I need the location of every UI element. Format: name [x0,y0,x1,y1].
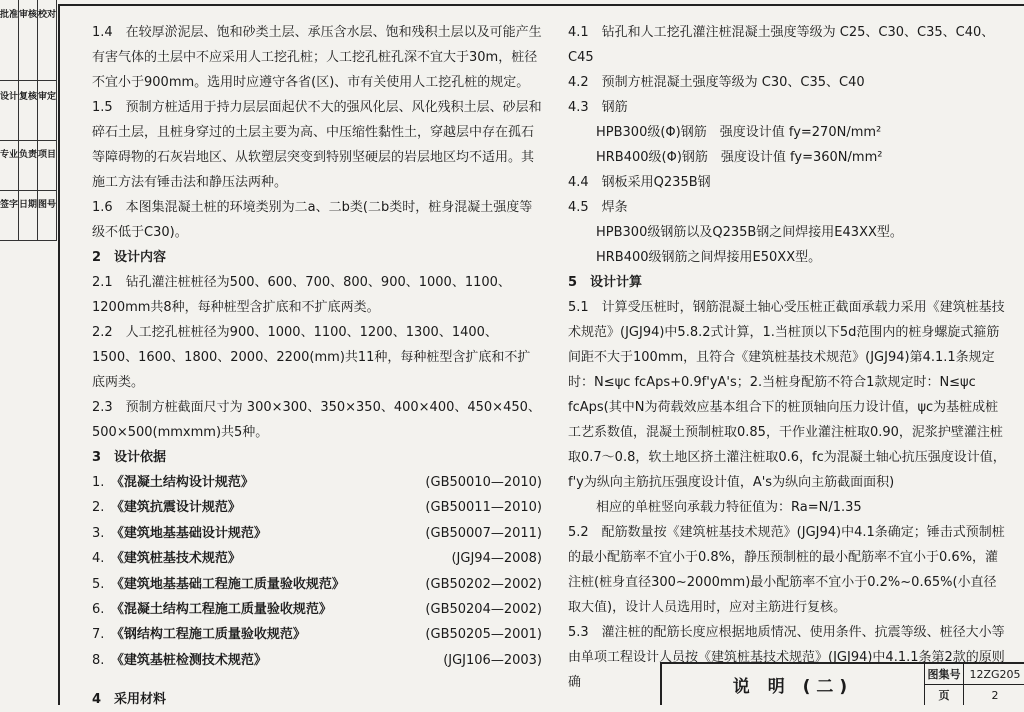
electrode-e43: HPB300级钢筋以及Q235B钢之间焊接用E43XX型。 [596,225,903,240]
ref-code: (JGJ106—2003) [443,652,542,668]
section-4-heading: 4 采用材料 [92,692,167,708]
sidebar-cell: 设计 [0,92,19,102]
reference-item [92,622,542,647]
sidebar-cell: 图号 [38,200,57,210]
ref-number: 3. [92,525,105,541]
sidebar-divider [0,140,56,141]
title-block [660,662,1024,705]
drawing-title: 说 明 (二) [662,664,925,705]
sidebar-cell: 负责 [19,150,38,160]
sidebar-cell: 签字 [0,200,19,210]
ref-code: (JGJ94—2008) [451,551,542,567]
ref-title: 《钢结构工程施工质量验收规范》 [117,627,306,643]
ref-number: 6. [92,602,105,618]
ref-number: 5. [92,576,105,592]
ref-code: (GB50010—2010) [425,475,542,490]
sidebar-cell: 日期 [19,200,38,210]
clause-4-1: 4.1 钻孔和人工挖孔灌注桩混凝土强度等级为 C25、C30、C35、C40、C45 [568,25,995,65]
sidebar-cell: 校对 [38,10,57,20]
ref-code: (GB50007—2011) [425,525,542,541]
clause-5-3: 5.3 灌注桩的配筋长度应根据地质情况、使用条件、抗震等级、桩径大小等由单项工程设计人员按《建筑桩基技术规范》(JGJ94)中4.1.1条第2款的原则确 [568,625,1005,690]
ref-number: 7. [92,627,105,643]
clause-1-5: 1.5 预制方桩适用于持力层层面起伏不大的强风化层、风化残积土层、砂层和碎石土层，且桩身穿过的土层主要为高、中压缩性黏性土，穿越层中存在孤石等障碍物的石灰岩地区、从软塑层突变到特别坚硬层的岩层地区均不适用。其施工方法有锤击法和静压法两种。 [92,100,542,190]
ref-code: (GB50204—2002) [425,602,542,618]
ref-title: 《建筑地基基础设计规范》 [117,525,267,541]
reference-item [92,495,542,520]
reference-item [92,648,542,673]
clause-5-2: 5.2 配筋数量按《建筑桩基技术规范》(JGJ94)中4.1条确定；锤击式预制桩的最小配筋率不宜小于0.8%，静压预制桩的最小配筋率不宜小于0.6%，灌注桩(桩身直径300~2000mm)最小配筋率不宜小于0.2%~0.65%(小直径取大值)，设计人员选用时，应对主筋进行复核。 [568,525,1005,615]
clause-2-3: 2.3 预制方桩截面尺寸为 300×300、350×350、400×400、450×450、500×500(mmxmm)共5种。 [92,400,541,440]
ref-code: (GB50205—2001) [425,627,542,643]
sidebar-cell: 项目 [38,150,57,160]
page-number: 2 [991,688,999,702]
reference-list [92,470,542,673]
ref-title: 《混凝土结构设计规范》 [117,475,254,490]
clause-4-5: 4.5 焊条 [568,200,628,215]
sidebar-cell: 审定 [38,92,57,102]
ref-title: 《建筑桩基技术规范》 [117,551,241,567]
reference-item [92,521,542,546]
ref-title: 《建筑抗震设计规范》 [117,500,241,516]
clause-4-3: 4.3 钢筋 [568,100,628,115]
sidebar-cell: 批准 [0,10,19,20]
rebar-hrb400: HRB400级(Φ)钢筋 强度设计值 fy=360N/mm² [596,150,883,165]
ref-code: (GB50011—2010) [425,500,542,516]
reference-item [92,546,542,571]
section-2-heading: 2 设计内容 [92,250,167,265]
ref-title: 《混凝土结构工程施工质量验收规范》 [117,602,332,618]
ref-title: 《建筑地基基础工程施工质量验收规范》 [117,576,345,592]
reference-item [92,572,542,597]
right-column [568,20,1008,695]
ref-title: 《建筑基桩检测技术规范》 [117,652,267,668]
ref-code: (GB50202—2002) [425,576,542,592]
sidebar-cell: 审核 [19,10,38,20]
clause-1-4: 1.4 在较厚淤泥层、饱和砂类土层、承压含水层、饱和残积土层以及可能产生有害气体的土层中不应采用人工挖孔桩；人工挖孔桩孔深不宜大于30m，桩径不宜小于900mm。选用时应遵守各省(区)、市有关使用人工挖孔桩的规定。 [92,25,542,90]
ref-number: 4. [92,551,105,567]
clause-4-2: 4.2 预制方桩混凝土强度等级为 C30、C35、C40 [568,75,865,90]
sidebar-divider [0,190,56,191]
electrode-e50: HRB400级钢筋之间焊接用E50XX型。 [596,250,822,265]
atlas-number-row [925,664,1024,685]
rebar-hpb300: HPB300级(Φ)钢筋 强度设计值 fy=270N/mm² [596,125,882,140]
reference-item [92,470,542,495]
section-5-heading: 5 设计计算 [568,275,643,290]
reference-item [92,597,542,622]
atlas-number-label: 图集号 [925,664,964,684]
sidebar-cell: 专业 [0,150,19,160]
ref-number: 1. [92,475,105,490]
atlas-number-value: 12ZG205 [969,667,1021,681]
ref-number: 2. [92,500,105,516]
sidebar-cell: 复核 [19,92,38,102]
clause-5-1-ra: 相应的单桩竖向承载力特征值为：Ra=N/1.35 [596,500,862,515]
clause-1-6: 1.6 本图集混凝土桩的环境类别为二a、二b类(二b类时，桩身混凝土强度等级不低于C30)。 [92,200,533,240]
left-column [92,20,542,712]
signature-sidebar [0,0,57,241]
page-label: 页 [925,685,964,705]
sidebar-divider [0,80,56,81]
clause-4-4: 4.4 钢板采用Q235B钢 [568,175,711,190]
clause-2-1: 2.1 钻孔灌注桩桩径为500、600、700、800、900、1000、1100、1200mm共8种，每种桩型含扩底和不扩底两类。 [92,275,511,315]
ref-number: 8. [92,652,105,668]
section-3-heading: 3 设计依据 [92,450,167,465]
clause-2-2: 2.2 人工挖孔桩桩径为900、1000、1100、1200、1300、1400、1500、1600、1800、2000、2200(mm)共11种，每种桩型含扩底和不扩底两类。 [92,325,531,390]
page-number-row [925,685,1024,705]
clause-5-1: 5.1 计算受压桩时，钢筋混凝土轴心受压桩正截面承载力采用《建筑桩基技术规范》(JGJ94)中5.8.2式计算，1.当桩顶以下5d范围内的桩身螺旋式箍筋间距不大于100mm，且符合《建筑桩基技术规范》(JGJ94)第4.1.1条规定时：N≤ψc fcAps+0.9f'yA's；2.当桩身配筋不符合1款规定时：N≤ψc fcAps(其中N为荷载效应基本组合下的桩顶轴向压力设计值，ψc为基桩成桩工艺系数值，混凝土预制桩取0.85，干作业灌注桩取0.90，泥浆护壁灌注桩取0.7～0.8，软土地区挤土灌注桩取0.6，fc为混凝土轴心抗压强度设计值，f'y为纵向主筋抗压强度设计值，A's为纵向主筋截面面积) [568,300,1006,490]
